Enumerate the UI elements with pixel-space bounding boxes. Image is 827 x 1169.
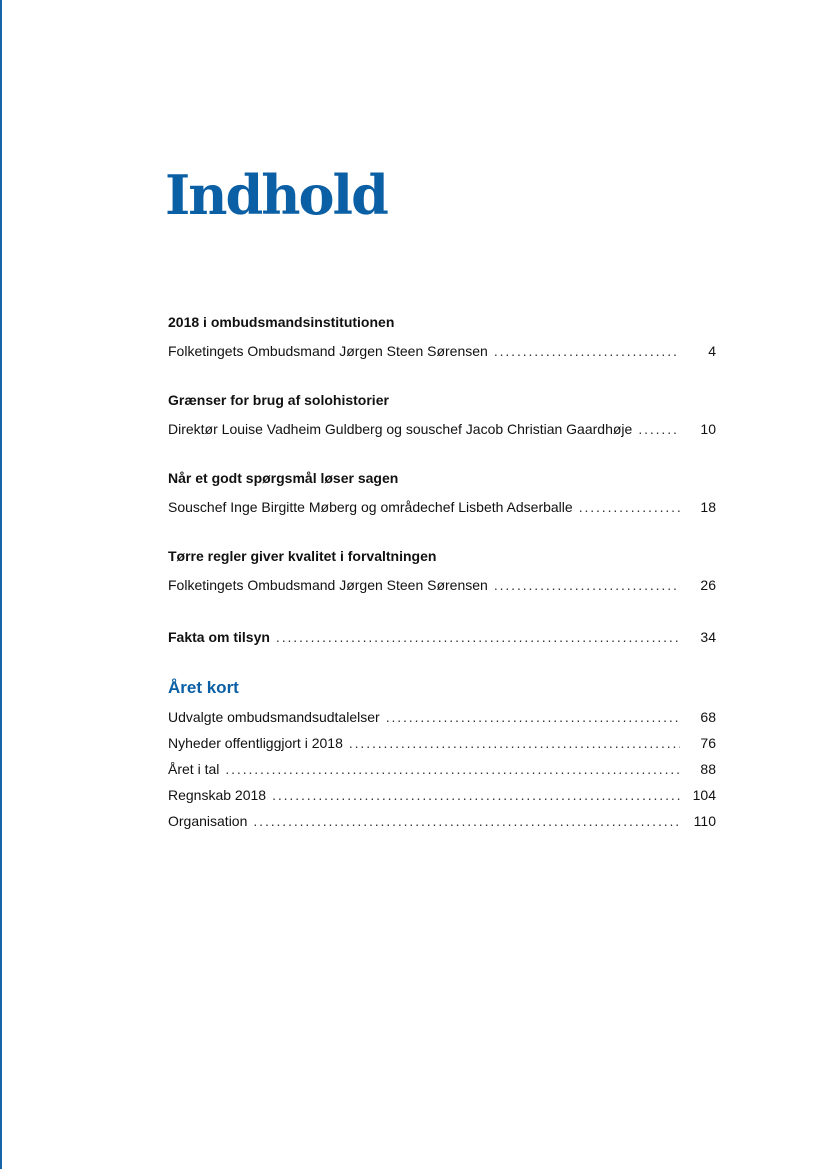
year-in-brief-heading: Året kort <box>168 678 239 697</box>
page-title: Indhold <box>165 163 387 227</box>
toc-entry-label: Folketingets Ombudsmand Jørgen Steen Sørensen <box>168 577 488 593</box>
toc-page-number: 18 <box>700 499 716 515</box>
dot-leader <box>349 730 680 756</box>
toc-entry-label: Regnskab 2018 <box>168 787 267 803</box>
table-of-contents <box>168 312 716 860</box>
toc-entry-label: Nyheder offentliggjort i 2018 <box>168 735 343 751</box>
toc-entry-label: Udvalgte ombudsmandsudtalelser <box>168 709 380 725</box>
toc-section <box>168 312 716 364</box>
toc-page-number: 76 <box>700 735 716 751</box>
dot-leader <box>225 756 680 782</box>
dot-leader <box>494 338 680 364</box>
dot-leader <box>386 704 680 730</box>
toc-entry[interactable] <box>168 416 716 442</box>
toc-section <box>168 468 716 520</box>
toc-page-number: 110 <box>693 813 716 829</box>
toc-page-number: 68 <box>700 709 716 725</box>
dot-leader <box>253 808 680 834</box>
toc-entry-label: Souschef Inge Birgitte Møberg og områdechef Lisbeth Adserballe <box>168 499 573 515</box>
toc-section-heading: Når et godt spørgsmål løser sagen <box>168 470 399 486</box>
toc-entry-label: Folketingets Ombudsmand Jørgen Steen Sørensen <box>168 343 488 359</box>
toc-section <box>168 546 716 598</box>
dot-leader <box>579 494 680 520</box>
toc-entry-label: Fakta om tilsyn <box>168 629 270 645</box>
dot-leader <box>494 572 680 598</box>
dot-leader <box>276 624 680 650</box>
toc-entry[interactable] <box>168 572 716 598</box>
toc-entry[interactable] <box>168 704 716 730</box>
toc-section <box>168 390 716 442</box>
toc-entry[interactable] <box>168 494 716 520</box>
toc-section-year-in-brief <box>168 676 716 834</box>
toc-page-number: 26 <box>700 577 716 593</box>
toc-section-heading: Grænser for brug af solohistorier <box>168 392 389 408</box>
dot-leader <box>272 782 680 808</box>
toc-entry[interactable] <box>168 338 716 364</box>
toc-entry[interactable] <box>168 782 716 808</box>
toc-section-heading: Tørre regler giver kvalitet i forvaltningen <box>168 548 437 564</box>
toc-page-number: 104 <box>692 787 716 803</box>
toc-page-number: 88 <box>700 761 716 777</box>
left-edge-rule <box>0 0 2 1169</box>
toc-entry-label: Året i tal <box>168 761 220 777</box>
toc-entry[interactable] <box>168 756 716 782</box>
toc-entry-fakta[interactable] <box>168 624 716 650</box>
toc-entry-label: Organisation <box>168 813 248 829</box>
toc-page-number: 4 <box>708 343 716 359</box>
toc-entry[interactable] <box>168 808 716 834</box>
toc-entry-label: Direktør Louise Vadheim Guldberg og souschef Jacob Christian Gaardhøje <box>168 421 633 437</box>
toc-section-fakta <box>168 624 716 650</box>
toc-entry[interactable] <box>168 730 716 756</box>
toc-section-heading: 2018 i ombudsmandsinstitutionen <box>168 314 395 330</box>
dot-leader <box>638 416 680 442</box>
toc-page-number: 34 <box>700 629 716 645</box>
toc-page-number: 10 <box>700 421 716 437</box>
